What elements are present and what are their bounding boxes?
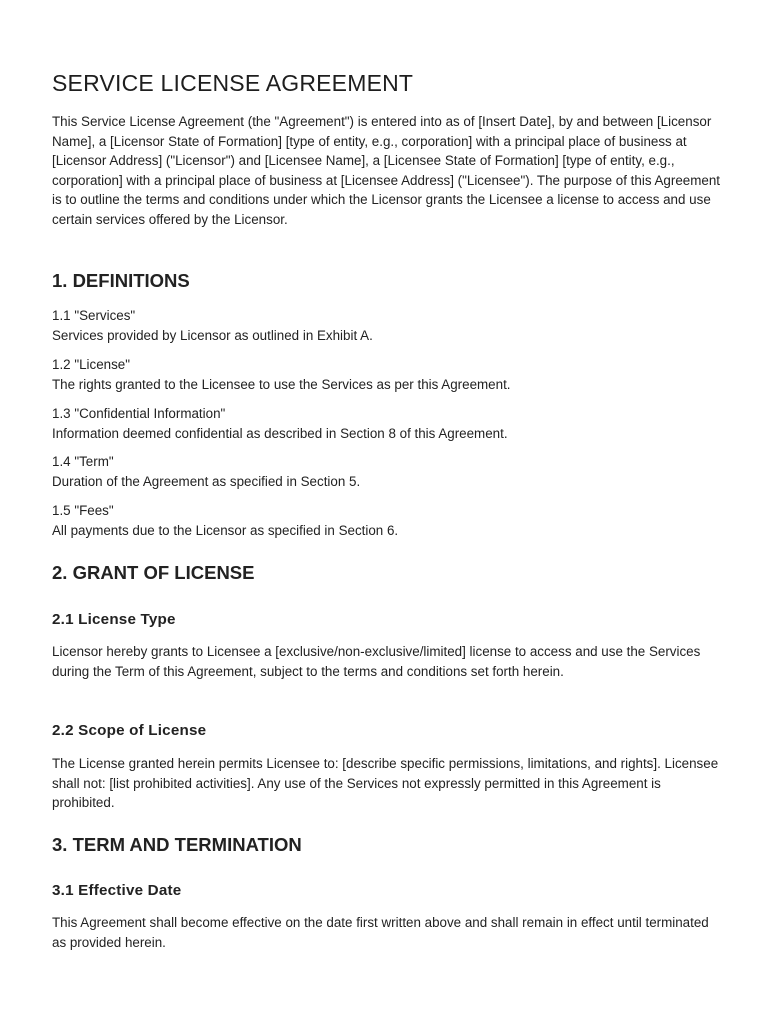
intro-paragraph: This Service License Agreement (the "Agreement") is entered into as of [Insert Date], by and between [Licensor Name], a [Licensor State of Formation] [type of entity, e.g., corporation] with a principal place of business at [Licensor Address] ("Licensor") and [Licensee Name], a [Licensee State of Formation] [type of entity, e.g., corporation] with a principal place of business at [Licensee Address] ("Licensee"). The purpose of this Agreement is to outline the terms and conditions under which the Licensor grants the Licensee a license to access and use certain services offered by the Licensor. (52, 114, 721, 227)
definition-1-1 (52, 306, 722, 345)
definition-description: Information deemed confidential as described in Section 8 of this Agreement. (52, 425, 508, 441)
definition-term: 1.4 "Term" (52, 454, 114, 469)
subsection-3-1-text: This Agreement shall become effective on the date first written above and shall remain in effect until terminated as provided herein. (52, 915, 709, 950)
definition-description: Duration of the Agreement as specified in Section 5. (52, 473, 361, 489)
document-title: SERVICE LICENSE AGREEMENT (52, 70, 414, 96)
definition-1-2 (52, 355, 722, 394)
subsection-2-2-text: The License granted herein permits Licensee to: [describe specific permissions, limitations, and rights]. Licensee shall not: [list prohibited activities]. Any use of the Services not expressly permitted in this Agreement is prohibited. (52, 756, 719, 810)
section-3-heading: 3. TERM AND TERMINATION (52, 834, 302, 855)
subsection-2-1-text: Licensor hereby grants to Licensee a [exclusive/non-exclusive/limited] license to access and use the Services during the Term of this Agreement, subject to the terms and conditions set forth herein. (52, 644, 701, 679)
definition-description: All payments due to the Licensor as specified in Section 6. (52, 522, 399, 538)
definition-term: 1.3 "Confidential Information" (52, 406, 226, 421)
definition-term: 1.1 "Services" (52, 308, 136, 323)
definition-1-4 (52, 452, 722, 491)
section-1-heading: 1. DEFINITIONS (52, 270, 190, 291)
definition-term: 1.5 "Fees" (52, 503, 114, 518)
section-2-heading: 2. GRANT OF LICENSE (52, 562, 255, 583)
subsection-2-2-heading: 2.2 Scope of License (52, 722, 207, 739)
definition-1-5 (52, 501, 722, 540)
definition-description: The rights granted to the Licensee to use the Services as per this Agreement. (52, 376, 511, 392)
definition-1-3 (52, 404, 722, 443)
definition-term: 1.2 "License" (52, 357, 130, 372)
subsection-3-1-heading: 3.1 Effective Date (52, 882, 182, 899)
subsection-2-1-heading: 2.1 License Type (52, 611, 176, 628)
definition-description: Services provided by Licensor as outlined in Exhibit A. (52, 327, 373, 343)
